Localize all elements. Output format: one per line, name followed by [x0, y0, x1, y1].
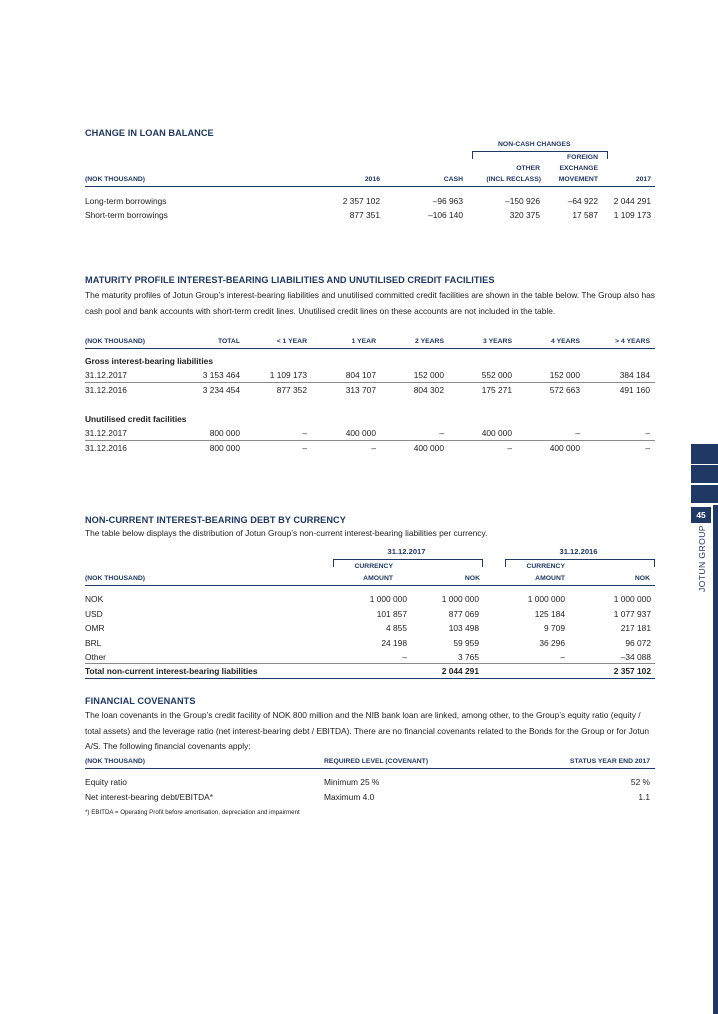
row-divider [85, 382, 655, 383]
col-gt4: > 4 YEARS [615, 338, 650, 345]
table-row: Net interest-bearing debt/EBITDA* Maximum 4.0 1.1 [85, 792, 650, 802]
col-unit: (NOK THOUSAND) [85, 575, 146, 582]
row-divider [85, 663, 655, 664]
group-2017-header: 31.12.2017 [387, 547, 426, 556]
table-row: 31.12.2016 800 000 – – 400 000 – 400 000 – [85, 443, 650, 453]
header-rule [85, 585, 655, 586]
group-2016-header: 31.12.2016 [559, 547, 598, 556]
col-2016: 2016 [364, 176, 380, 183]
col-other-l1: OTHER [516, 165, 540, 172]
table-row: 31.12.2017 800 000 – 400 000 – 400 000 – – [85, 428, 650, 438]
col-fx-l2: EXCHANGE [559, 165, 598, 172]
table-row: BRL 24 198 59 959 36 296 96 072 [85, 638, 651, 648]
table-row: Short-term borrowings 877 351 –106 140 320 375 17 587 1 109 173 [85, 210, 651, 220]
side-tab [691, 485, 718, 503]
header-rule [85, 768, 655, 769]
gross-subtitle: Gross interest-bearing liabilities [85, 356, 213, 366]
col-ca-2016-l2: AMOUNT [535, 575, 565, 582]
page-number: 45 [691, 507, 711, 523]
loan-balance-title: CHANGE IN LOAN BALANCE [85, 128, 214, 138]
table-row: USD 101 857 877 069 125 184 1 077 937 [85, 609, 651, 619]
header-rule [85, 186, 655, 187]
table-row: 31.12.2016 3 234 454 877 352 313 707 804 302 175 271 572 663 491 160 [85, 385, 650, 395]
ebitda-footnote: *) EBITDA = Operating Profit before amortisation, depreciation and impairment [85, 809, 300, 816]
col-ca-2017-l1: CURRENCY [354, 563, 393, 570]
table-row: Equity ratio Minimum 25 % 52 % [85, 777, 650, 787]
col-fx-l1: FOREIGN [567, 154, 598, 161]
col-4y: 4 YEARS [551, 338, 580, 345]
col-3y: 3 YEARS [483, 338, 512, 345]
table-row: Long-term borrowings 2 357 102 –96 963 –150 926 –64 922 2 044 291 [85, 196, 651, 206]
col-1y: 1 YEAR [351, 338, 376, 345]
table-row: 31.12.2017 3 153 464 1 109 173 804 107 152 000 552 000 152 000 384 184 [85, 370, 650, 380]
total-rule [85, 678, 655, 679]
col-2y: 2 YEARS [415, 338, 444, 345]
non-cash-changes-header: NON-CASH CHANGES [498, 141, 571, 148]
col-nok-2017: NOK [464, 575, 480, 582]
side-strip [713, 505, 718, 1014]
col-ca-2017-l2: AMOUNT [363, 575, 393, 582]
side-tab [691, 465, 718, 483]
col-unit: (NOK THOUSAND) [85, 338, 146, 345]
currency-title: NON-CURRENT INTEREST-BEARING DEBT BY CURRENCY [85, 515, 346, 525]
header-rule [85, 348, 655, 349]
col-other-l2: (INCL RECLASS) [486, 176, 541, 183]
table-row: NOK 1 000 000 1 000 000 1 000 000 1 000 000 [85, 594, 651, 604]
col-cash: CASH [443, 176, 463, 183]
col-total: TOTAL [217, 338, 240, 345]
col-nok-2016: NOK [634, 575, 650, 582]
total-row: Total non-current interest-bearing liabilities 2 044 291 2 357 102 [85, 666, 651, 676]
currency-paragraph: The table below displays the distribution of Jotun Group’s non-current interest-bearing liabilities per currency. [85, 528, 488, 538]
covenants-paragraph: The loan covenants in the Group’s credit facility of NOK 800 million and the NIB bank loan are linked, among other, to the Group’s equity ratio (equity / total assets) and the leverage ratio (net interest-bearing debt / EBITDA). There are no financial covenants related to the Bonds for the Group or for Jotun A/S. The following financial covenants apply: [85, 710, 650, 751]
col-unit: (NOK THOUSAND) [85, 176, 146, 183]
unutilised-subtitle: Unutilised credit facilities [85, 414, 187, 424]
col-lt1: < 1 YEAR [276, 338, 307, 345]
maturity-paragraph: The maturity profiles of Jotun Group’s interest-bearing liabilities and unutilised committed credit facilities are shown in the table below. The Group also has cash pool and bank accounts with short-term credit lines. Unutilised credit lines on these accounts are not included in the table. [85, 290, 655, 316]
side-tab [691, 444, 718, 464]
vertical-section-label: JOTUN GROUP [697, 525, 707, 592]
maturity-title: MATURITY PROFILE INTEREST-BEARING LIABILITIES AND UNUTILISED CREDIT FACILITIES [85, 275, 495, 285]
col-fx-l3: MOVEMENT [558, 176, 598, 183]
covenants-title: FINANCIAL COVENANTS [85, 696, 196, 706]
table-row: OMR 4 855 103 498 9 709 217 181 [85, 623, 651, 633]
col-2017: 2017 [635, 176, 651, 183]
row-divider [85, 440, 655, 441]
col-ca-2016-l1: CURRENCY [526, 563, 565, 570]
col-required: REQUIRED LEVEL (COVENANT) [324, 758, 429, 765]
col-unit: (NOK THOUSAND) [85, 758, 146, 765]
table-row: Other – 3 765 – –34 088 [85, 652, 651, 662]
col-status: STATUS YEAR END 2017 [569, 758, 650, 765]
